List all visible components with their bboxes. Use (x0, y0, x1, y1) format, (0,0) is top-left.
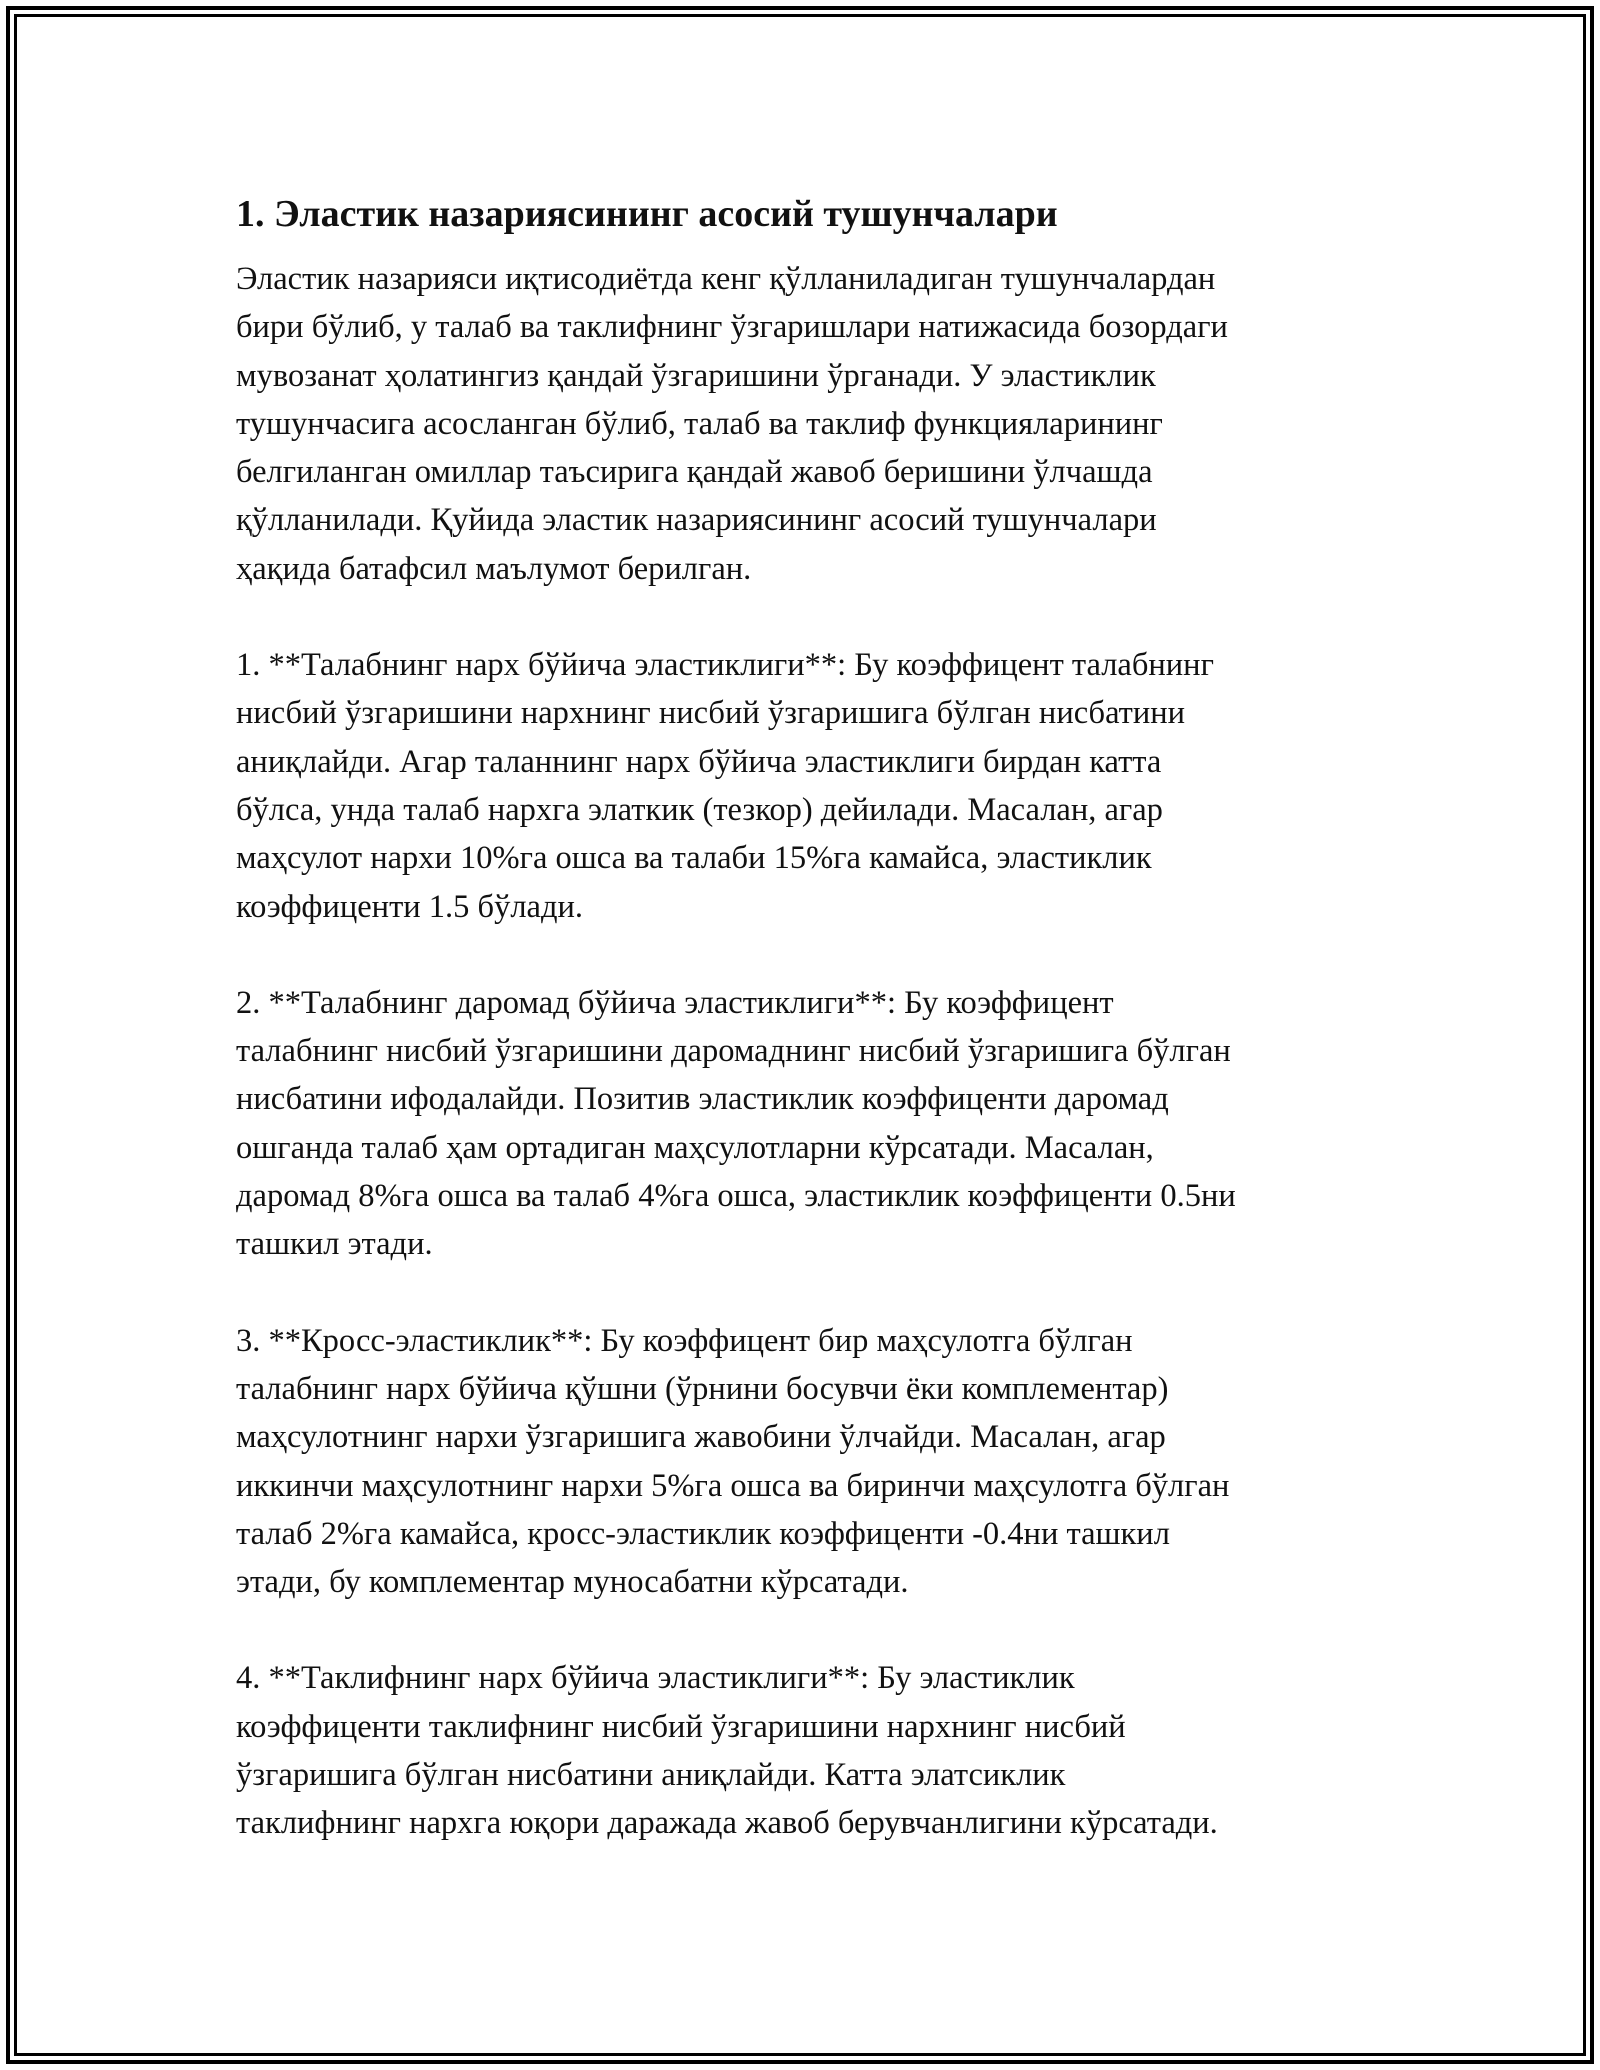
price-elasticity-of-supply-paragraph: 4. **Таклифнинг нарх бўйича эластиклиги**: Бу эластиклик коэффиценти таклифнинг нисбий ўзгаришини нархнинг нисбий ўзгаришига бўлган нисбатини аниқлайди. Катта элатсиклик таклифнинг нархга юқори даражада жавоб берувчанлигини кўрсатади. (236, 1660, 1218, 1842)
section-heading: 1. Эластик назариясининг асосий тушунчалари (236, 193, 1058, 235)
price-elasticity-of-demand-paragraph: 1. **Талабнинг нарх бўйича эластиклиги**: Бу коэффицент талабнинг нисбий ўзгаришини нархнинг нисбий ўзгаришига бўлган нисбатини аниқлайди. Агар таланнинг нарх бўйича эластиклиги бирдан катта бўлса, унда талаб нархга элаткик (тезкор) дейилади. Масалан, агар маҳсулот нархи 10%га ошса ва талаби 15%га камайса, эластиклик коэффиценти 1.5 бўлади. (236, 647, 1214, 925)
cross-elasticity-paragraph: 3. **Кросс-эластиклик**: Бу коэффицент бир маҳсулотга бўлган талабнинг нарх бўйича қўшни (ўрнини босувчи ёки комплементар) маҳсулотнинг нархи ўзгаришига жавобини ўлчайди. Масалан, агар иккинчи маҳсулотнинг нархи 5%га ошса ва биринчи маҳсулотга бўлган талаб 2%га камайса, кросс-эластиклик коэффиценти -0.4ни ташкил этади, бу комплементар муносабатни кўрсатади. (236, 1322, 1230, 1601)
income-elasticity-of-demand-paragraph: 2. **Талабнинг даромад бўйича эластиклиги**: Бу коэффицент талабнинг нисбий ўзгаришини даромаднинг нисбий ўзгаришига бўлган нисбатини ифодалайди. Позитив эластиклик коэффиценти даромад ошганда талаб ҳам ортадиган маҳсулотларни кўрсатади. Масалан, даромад 8%га ошса ва талаб 4%га ошса, эластиклик коэффиценти 0.5ни ташкил этади. (236, 984, 1236, 1263)
document-body (236, 185, 1376, 1896)
intro-paragraph: Эластик назарияси иқтисодиётда кенг қўлланиладиган тушунчалардан бири бўлиб, у талаб ва таклифнинг ўзгаришлари натижасида бозордаги мувозанат ҳолатингиз қандай ўзгаришини ўрганади. У эластиклик тушунчасига асосланган бўлиб, талаб ва таклиф функцияларининг белгиланган омиллар таъсирига қандай жавоб беришини ўлчашда қўлланилади. Қуйида эластик назариясининг асосий тушунчалари ҳақида батафсил маълумот берилган. (236, 261, 1228, 587)
